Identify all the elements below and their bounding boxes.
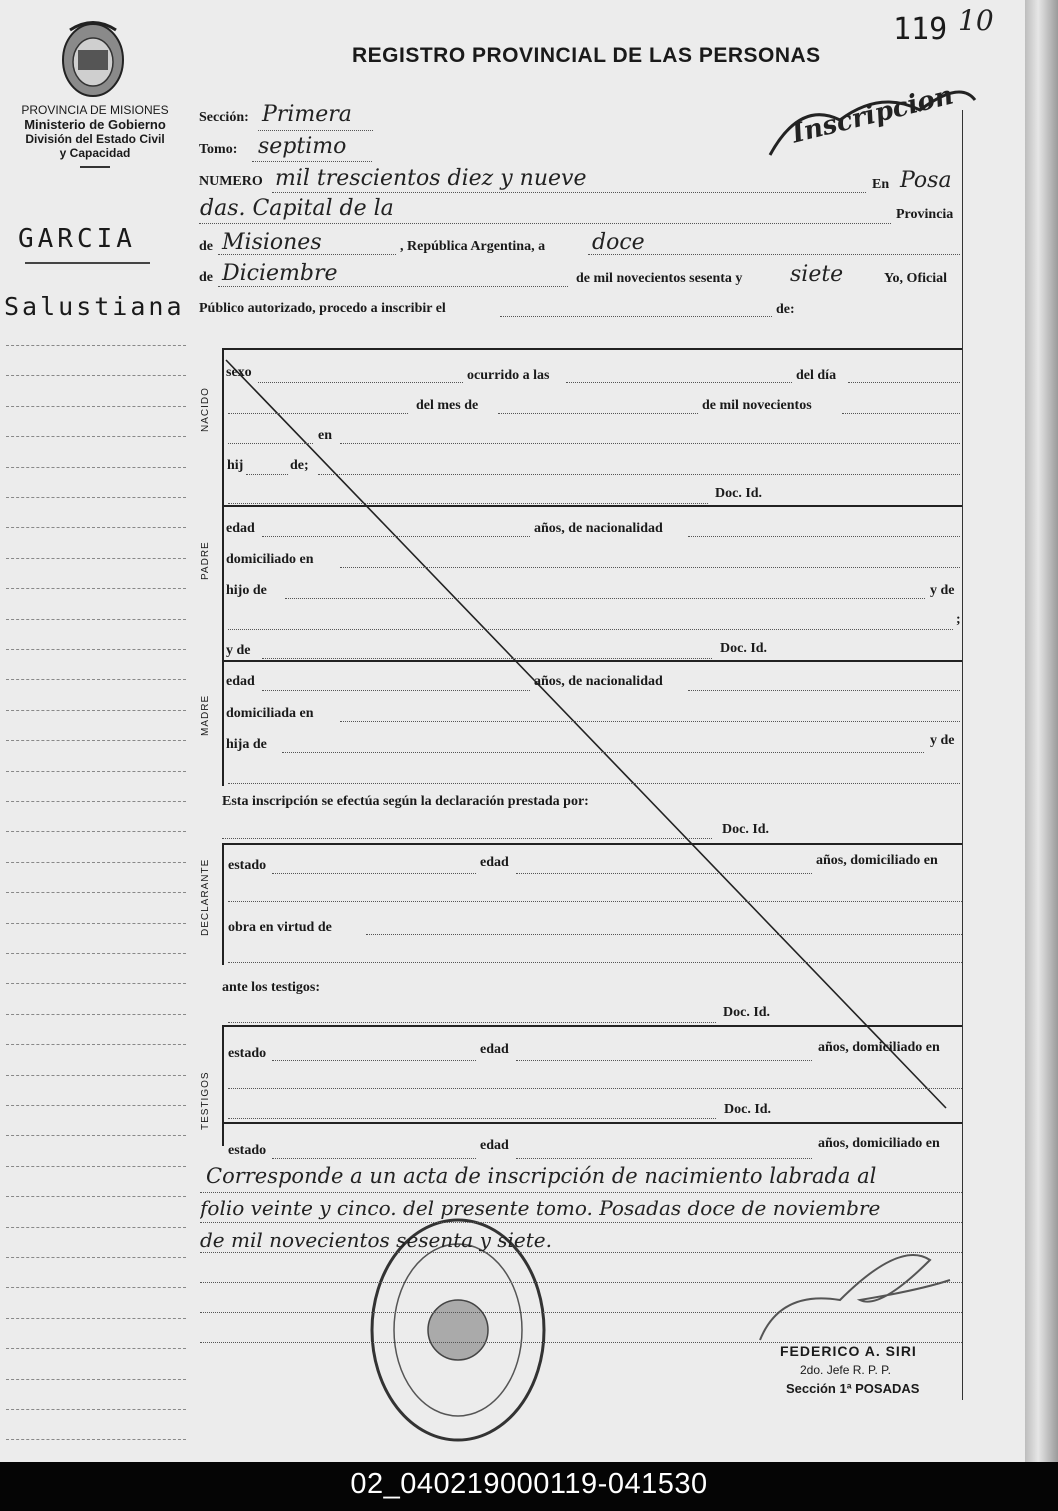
annotation-line-1: Corresponde a un acta de inscripción de nacimiento labrada al xyxy=(206,1164,877,1188)
semicolon-padre: ; xyxy=(956,612,961,627)
form-title: REGISTRO PROVINCIAL DE LAS PERSONAS xyxy=(352,44,821,67)
y-de-padre-label: y de xyxy=(930,583,955,598)
anios-dom-testigo-2-label: años, domiciliado en xyxy=(818,1136,940,1151)
signature-scribble xyxy=(760,1255,950,1340)
inscripcion-stamp: Inscripcion xyxy=(788,80,957,150)
de-label: de xyxy=(199,239,213,254)
issuer-ministry: Ministerio de Gobierno xyxy=(24,117,166,132)
margin-rule xyxy=(6,1257,186,1258)
provincia-value: Misiones xyxy=(222,230,322,255)
margin-rule xyxy=(6,983,186,984)
hija-de-label: hija de xyxy=(226,737,267,752)
en-value: Posa xyxy=(900,168,952,193)
del-mes-label: del mes de xyxy=(416,398,479,413)
folio-suffix: 10 xyxy=(958,4,994,37)
margin-rule xyxy=(6,1105,186,1106)
margin-rule xyxy=(6,497,186,498)
y-de-padre-2-label: y de xyxy=(226,643,251,658)
estado-testigo-2-label: estado xyxy=(228,1143,267,1158)
anios-dom-declarante-label: años, domiciliado en xyxy=(816,853,938,868)
signatory-title: 2do. Jefe R. P. P. xyxy=(800,1363,891,1377)
provincia-label: Provincia xyxy=(896,207,954,222)
issuer-province: PROVINCIA DE MISIONES xyxy=(21,103,169,117)
margin-rule xyxy=(6,679,186,680)
tomo-value: septimo xyxy=(258,134,347,159)
signatory-name: FEDERICO A. SIRI xyxy=(780,1343,917,1359)
oficial-label: Yo, Oficial xyxy=(884,271,947,286)
margin-rule xyxy=(6,892,186,893)
dia-value: doce xyxy=(592,230,645,255)
publico-label: Público autorizado, procedo a inscribir el xyxy=(199,301,446,316)
margin-rule xyxy=(6,831,186,832)
margin-rule xyxy=(6,801,186,802)
annotation-line-2: folio veinte y cinco. del presente tomo. Posadas doce de noviembre xyxy=(200,1196,881,1220)
section-madre: MADRE xyxy=(200,694,211,736)
margin-rule xyxy=(6,1318,186,1319)
anio-label: de mil novecientos sesenta y xyxy=(576,271,743,286)
margin-rule xyxy=(6,1166,186,1167)
margin-rule xyxy=(6,1044,186,1045)
anios-nac-padre-label: años, de nacionalidad xyxy=(534,521,663,536)
doc-id-padre: Doc. Id. xyxy=(720,641,768,656)
anio-value: siete xyxy=(790,262,844,287)
margin-rule xyxy=(6,953,186,954)
en-label: En xyxy=(872,177,890,192)
hij-label: hij xyxy=(227,458,244,473)
margin-rule xyxy=(6,375,186,376)
en-nacido-label: en xyxy=(318,428,332,443)
margin-given-name: Salustiana xyxy=(4,292,185,321)
domiciliado-padre-label: domiciliado en xyxy=(226,552,314,567)
estado-declarante-label: estado xyxy=(228,858,267,873)
margin-rule xyxy=(6,649,186,650)
seccion-value: Primera xyxy=(262,102,352,127)
inscripcion-label: Esta inscripción se efectúa según la declaración prestada por: xyxy=(222,794,589,809)
de-semicolon-label: de; xyxy=(290,458,309,473)
margin-rule xyxy=(6,710,186,711)
margin-rule xyxy=(6,740,186,741)
cancellation-line xyxy=(226,360,946,1108)
margin-rule xyxy=(6,1227,186,1228)
margin-rule xyxy=(6,1379,186,1380)
de2-label: de xyxy=(199,270,213,285)
margin-rule xyxy=(6,406,186,407)
footer-bar xyxy=(0,1462,1058,1511)
anios-nac-madre-label: años, de nacionalidad xyxy=(534,674,663,689)
hijo-de-label: hijo de xyxy=(226,583,267,598)
margin-rule xyxy=(6,1348,186,1349)
edad-testigo-2-label: edad xyxy=(480,1138,509,1153)
margin-rule xyxy=(6,1439,186,1440)
anios-dom-testigo-1-label: años, domiciliado en xyxy=(818,1040,940,1055)
mil-novecientos-label: de mil novecientos xyxy=(702,398,812,413)
place-continuation: das. Capital de la xyxy=(200,196,394,221)
margin-rule xyxy=(6,1287,186,1288)
margin-rule xyxy=(6,527,186,528)
page-edge xyxy=(1025,0,1058,1462)
de3-label: de: xyxy=(776,302,795,317)
obra-label: obra en virtud de xyxy=(228,920,332,935)
section-declarante: DECLARANTE xyxy=(200,858,211,936)
signatory-office: Sección 1ª POSADAS xyxy=(786,1381,920,1396)
image-code: 02_040219000119-041530 xyxy=(350,1468,708,1500)
testigos-label: ante los testigos: xyxy=(222,980,320,995)
margin-rule xyxy=(6,862,186,863)
margin-rule xyxy=(6,771,186,772)
margin-rule xyxy=(6,345,186,346)
margin-rule xyxy=(6,436,186,437)
mes-value: Diciembre xyxy=(222,261,338,286)
section-nacido: NACIDO xyxy=(200,387,211,432)
numero-label: NUMERO xyxy=(199,174,263,189)
section-testigos: TESTIGOS xyxy=(200,1071,211,1130)
domiciliada-madre-label: domiciliada en xyxy=(226,706,314,721)
edad-madre-label: edad xyxy=(226,674,255,689)
annotation-line-3: de mil novecientos sesenta y siete. xyxy=(200,1228,552,1252)
issuer-block xyxy=(0,103,190,168)
margin-rule xyxy=(6,1409,186,1410)
doc-id-testigo-2: Doc. Id. xyxy=(724,1102,772,1117)
doc-id-nacido: Doc. Id. xyxy=(715,486,763,501)
numero-value: mil trescientos diez y nueve xyxy=(275,166,587,191)
margin-rule xyxy=(6,1135,186,1136)
edad-padre-label: edad xyxy=(226,521,255,536)
ocurrido-label: ocurrido a las xyxy=(467,368,550,383)
issuer-division: División del Estado Civil xyxy=(25,132,165,146)
margin-rule xyxy=(6,1014,186,1015)
y-de-madre-label: y de xyxy=(930,733,955,748)
margin-rule xyxy=(6,1075,186,1076)
del-dia-label: del día xyxy=(796,368,837,383)
folio-number: 119 xyxy=(893,12,948,47)
sexo-label: sexo xyxy=(226,365,252,380)
doc-id-testigo-1: Doc. Id. xyxy=(723,1005,771,1020)
republica-label: , República Argentina, a xyxy=(400,239,546,254)
section-padre: PADRE xyxy=(200,541,211,580)
margin-rule xyxy=(6,588,186,589)
issuer-capacity: y Capacidad xyxy=(59,146,131,160)
seccion-label: Sección: xyxy=(199,110,249,125)
edad-testigo-1-label: edad xyxy=(480,1042,509,1057)
margin-rule xyxy=(6,558,186,559)
edad-declarante-label: edad xyxy=(480,855,509,870)
margin-rule xyxy=(6,923,186,924)
margin-rule xyxy=(6,1196,186,1197)
tomo-label: Tomo: xyxy=(199,142,238,157)
estado-testigo-1-label: estado xyxy=(228,1046,267,1061)
margin-surname: GARCIA xyxy=(18,224,136,254)
coat-of-arms-emblem xyxy=(63,23,123,97)
doc-id-declarante: Doc. Id. xyxy=(722,822,770,837)
official-seal xyxy=(372,1220,544,1440)
margin-rule xyxy=(6,467,186,468)
margin-rule xyxy=(6,619,186,620)
